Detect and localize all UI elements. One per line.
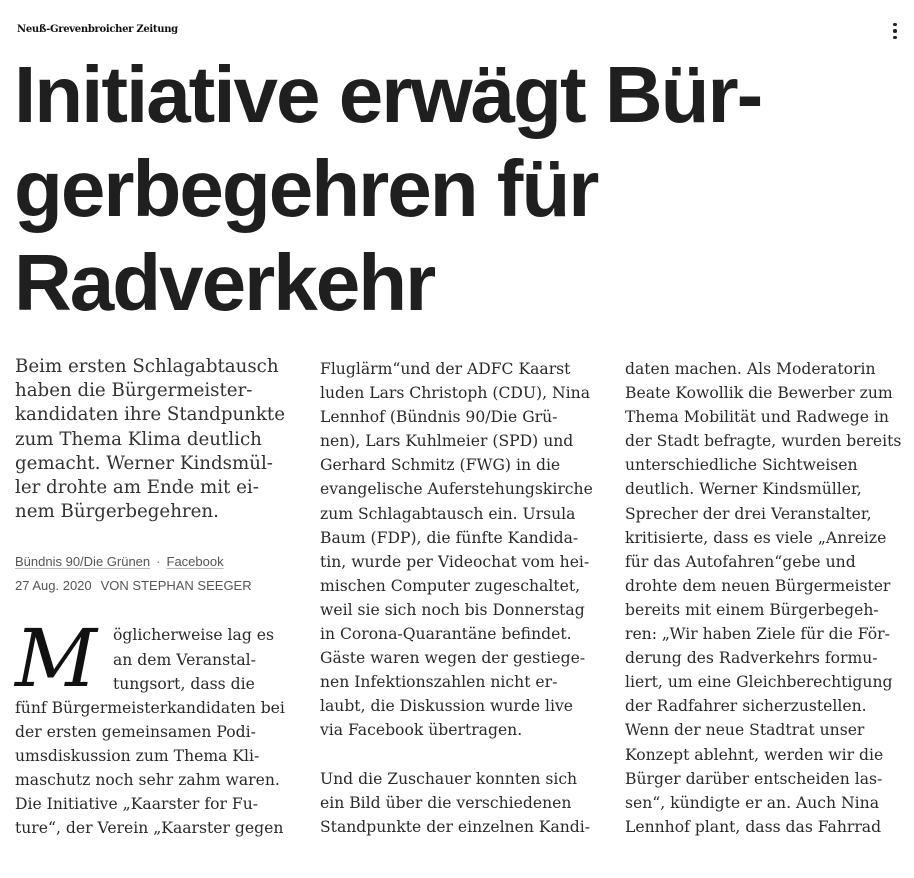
body-line: für das Autofahren“gebe und bbox=[625, 552, 856, 571]
body-line: fünf Bürgermeisterkandidaten bei bbox=[15, 698, 285, 717]
kebab-menu-icon-dot bbox=[893, 36, 897, 40]
article-lede bbox=[15, 355, 295, 524]
body-line: via Facebook übertragen. bbox=[320, 721, 523, 740]
headline-line: Initiative erwägt Bür- bbox=[14, 50, 762, 139]
lede-line: Beim ersten Schlagabtausch bbox=[15, 356, 279, 377]
article-tags bbox=[15, 553, 295, 570]
body-line: an dem Veranstal- bbox=[113, 650, 256, 669]
lede-line: kandidaten ihre Standpunkte bbox=[15, 404, 285, 426]
kebab-menu-icon bbox=[893, 23, 897, 27]
body-line: tin, wurde per Videochat vom hei- bbox=[320, 552, 590, 571]
body-line: Fluglärm“und der ADFC Kaarst bbox=[320, 360, 571, 378]
article-byline bbox=[15, 577, 295, 594]
body-line: liert, um eine Gleichberechtigung bbox=[625, 673, 893, 692]
body-line: ren: „Wir haben Ziele für die För- bbox=[625, 625, 890, 644]
body-line: zum Schlagabtausch ein. Ursula bbox=[320, 504, 576, 523]
body-line: Standpunkte der einzelnen Kandi- bbox=[320, 817, 591, 836]
body-line: öglicherweise lag es bbox=[113, 626, 275, 645]
lede-line: nem Bürgerbegehren. bbox=[15, 501, 219, 523]
body-line: Gäste waren wegen der gestiege- bbox=[320, 649, 586, 668]
body-line: umsdiskussion zum Thema Kli- bbox=[15, 746, 260, 765]
article-headline bbox=[14, 48, 904, 330]
more-options-button[interactable] bbox=[886, 20, 904, 42]
body-line: der ersten gemeinsamen Podi- bbox=[15, 722, 256, 741]
kebab-menu-icon-dot bbox=[893, 29, 897, 33]
body-line: Und die Zuschauer konnten sich bbox=[320, 769, 578, 788]
body-line: der Stadt befragte, wurden bereits bbox=[625, 432, 902, 451]
tag-separator: · bbox=[156, 554, 161, 570]
article-body-start bbox=[15, 612, 295, 853]
body-line: ture“, der Verein „Kaarster gegen bbox=[15, 819, 284, 838]
body-line: Baum (FDP), die fünfte Kandida- bbox=[320, 528, 579, 547]
body-line: Bürger darüber entscheiden las- bbox=[625, 769, 883, 788]
body-line: evangelische Auferstehungskirche bbox=[320, 480, 593, 499]
drop-cap: M bbox=[15, 612, 97, 706]
body-line: nen Infektionszahlen nicht er- bbox=[320, 673, 558, 692]
tag-link-buendnis-90[interactable]: Bündnis 90/Die Grünen bbox=[15, 554, 151, 570]
paragraph-gap bbox=[320, 743, 600, 767]
article-column-1 bbox=[15, 355, 295, 853]
body-line: Die Initiative „Kaarster for Fu- bbox=[15, 795, 259, 814]
body-line: nen), Lars Kuhlmeier (SPD) und bbox=[320, 432, 574, 451]
body-line: Lennhof (Bündnis 90/Die Grü- bbox=[320, 408, 558, 427]
body-line: daten machen. Als Moderatorin bbox=[625, 360, 876, 378]
body-line: deutlich. Werner Kindsmüller, bbox=[625, 480, 862, 499]
body-line: Thema Mobilität und Radwege in bbox=[625, 408, 889, 427]
body-line: Wenn der neue Stadtrat unser bbox=[625, 721, 865, 740]
headline-line: gerbegehren für bbox=[14, 144, 598, 233]
body-line: Beate Kowollik die Bewerber zum bbox=[625, 384, 893, 403]
tag-link-facebook[interactable]: Facebook bbox=[166, 554, 224, 570]
article-column-2 bbox=[320, 357, 600, 839]
body-line: tungsort, dass die bbox=[113, 674, 255, 693]
lede-line: haben die Bürgermeister- bbox=[15, 380, 253, 402]
article-column-3 bbox=[625, 357, 905, 839]
body-line: ein Bild über die verschiedenen bbox=[320, 793, 572, 812]
body-line: maschutz noch sehr zahm waren. bbox=[15, 770, 280, 789]
author-name: VON STEPHAN SEEGER bbox=[100, 578, 252, 594]
body-line: weil sie sich noch bis Donnerstag bbox=[320, 600, 585, 619]
headline-line: Radverkehr bbox=[14, 238, 435, 327]
body-line: Lennhof plant, dass das Fahrrad bbox=[625, 817, 882, 836]
lede-line: gemacht. Werner Kindsmül- bbox=[15, 452, 273, 474]
body-line: laubt, die Diskussion wurde live bbox=[320, 697, 574, 716]
body-line: luden Lars Christoph (CDU), Nina bbox=[320, 384, 590, 403]
body-line: mischen Computer zugeschaltet, bbox=[320, 576, 581, 595]
body-line: Sprecher der drei Veranstalter, bbox=[625, 504, 872, 523]
body-line: unterschiedliche Sichtweisen bbox=[625, 456, 858, 475]
body-line: bereits mit einem Bürgerbegeh- bbox=[625, 600, 879, 619]
masthead-logo[interactable]: Neuß-Grevenbroicher Zeitung bbox=[17, 24, 178, 35]
body-line: Konzept ablehnt, werden wir die bbox=[625, 745, 884, 764]
body-line: der Radfahrer sicherzustellen. bbox=[625, 697, 867, 716]
body-line: sen“, kündigte er an. Auch Nina bbox=[625, 793, 879, 812]
lede-line: ler drohte am Ende mit ei- bbox=[15, 477, 259, 499]
publish-date: 27 Aug. 2020 bbox=[15, 578, 92, 594]
lede-line: zum Thema Klima deutlich bbox=[15, 428, 262, 450]
body-line: in Corona-Quarantäne befindet. bbox=[320, 625, 572, 644]
body-line: drohte dem neuen Bürgermeister bbox=[625, 576, 891, 595]
body-line: Gerhard Schmitz (FWG) in die bbox=[320, 456, 561, 475]
body-line: derung des Radverkehrs formu- bbox=[625, 649, 878, 668]
body-line: kritisierte, dass es viele „Anreize bbox=[625, 528, 887, 547]
